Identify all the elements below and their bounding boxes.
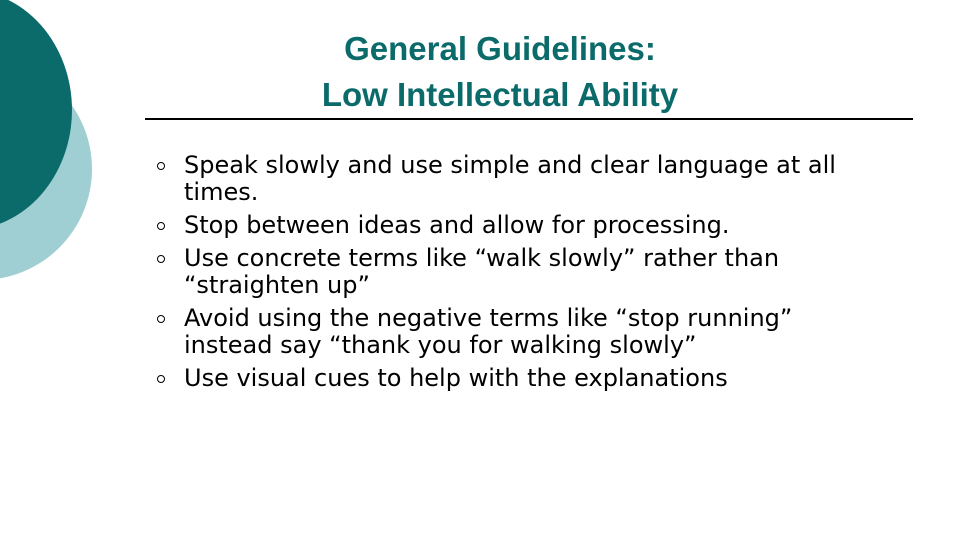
hollow-circle-bullet-icon (157, 162, 165, 170)
hollow-circle-bullet-icon (157, 255, 165, 263)
hollow-circle-bullet-icon (157, 315, 165, 323)
title-underline-divider (145, 118, 913, 120)
bullet-item (157, 305, 857, 359)
bullet-item (157, 245, 857, 299)
bullet-text: Use visual cues to help with the explanations (184, 364, 728, 392)
slide-title-line-2: Low Intellectual Ability (321, 76, 679, 113)
bullet-list (157, 152, 857, 398)
bullet-item (157, 365, 857, 392)
bullet-item (157, 212, 857, 239)
hollow-circle-bullet-icon (157, 222, 165, 230)
hollow-circle-bullet-icon (157, 375, 165, 383)
bullet-text: Use concrete terms like “walk slowly” rather than “straighten up” (184, 244, 780, 299)
bullet-item (157, 152, 857, 206)
bullet-text: Stop between ideas and allow for processing. (184, 211, 730, 239)
slide-title (250, 26, 750, 118)
bullet-text: Speak slowly and use simple and clear language at all times. (184, 151, 836, 206)
bullet-text: Avoid using the negative terms like “stop running” instead say “thank you for walking slowly” (184, 304, 793, 359)
slide-title-line-1: General Guidelines: (344, 30, 656, 67)
